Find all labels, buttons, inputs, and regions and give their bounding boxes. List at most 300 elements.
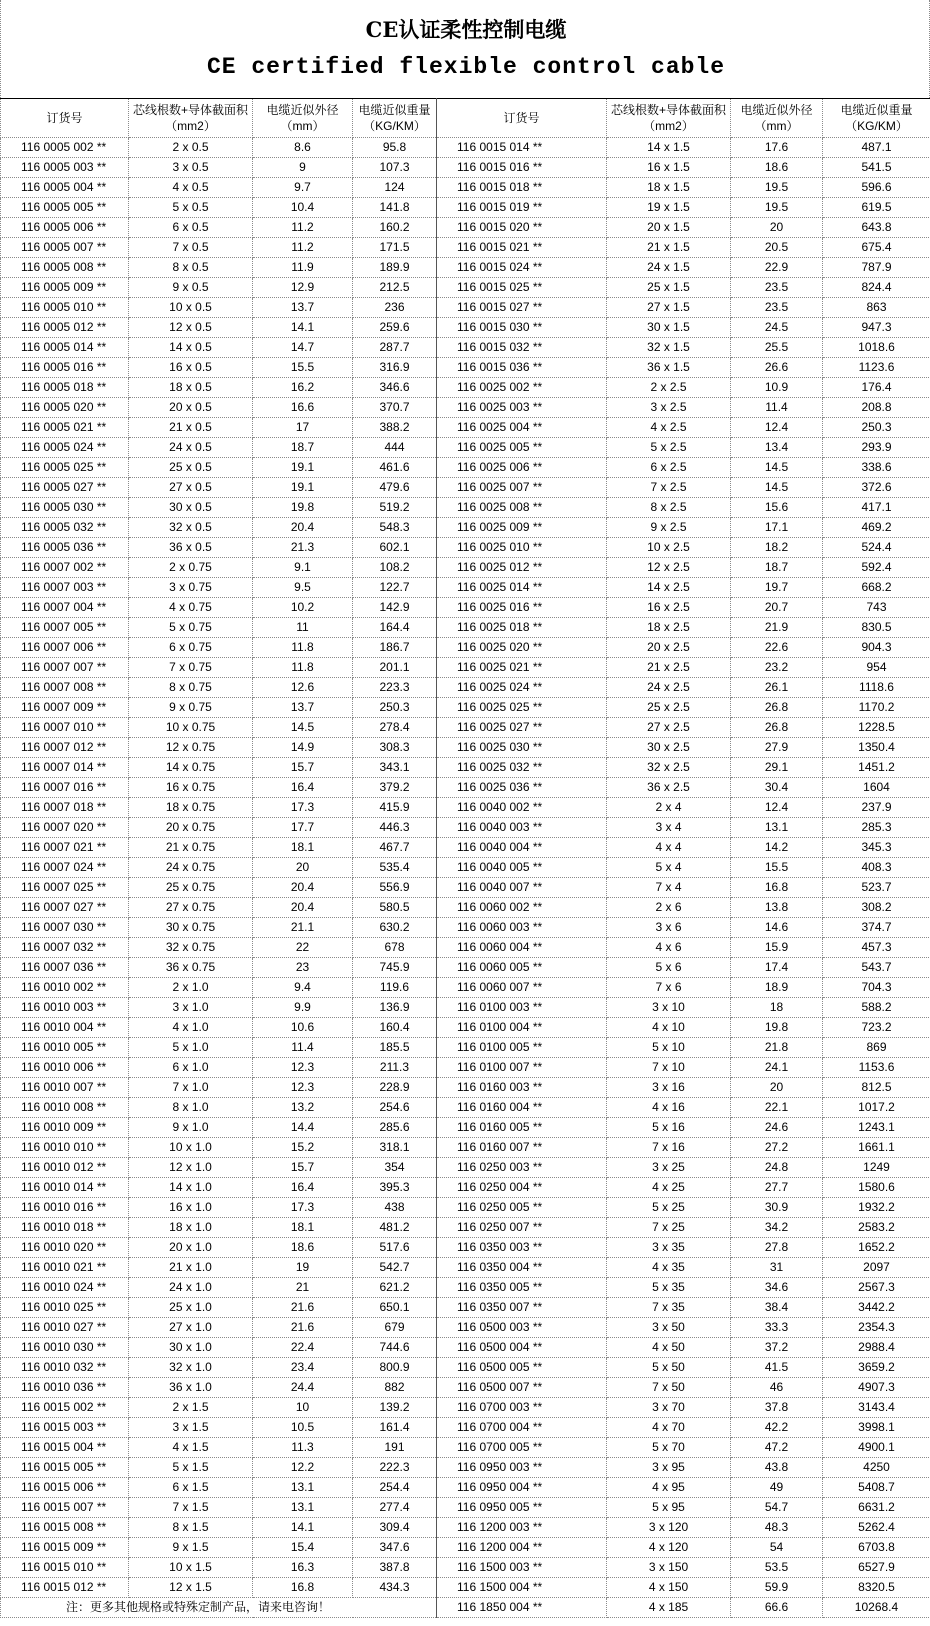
weight-cell: 189.9 — [353, 258, 437, 278]
cores-cell: 24 x 0.5 — [129, 438, 253, 458]
order-no-cell-right: 116 0015 018 ** — [437, 178, 607, 198]
cores-cell: 27 x 0.5 — [129, 478, 253, 498]
diameter-cell-right: 12.4 — [731, 798, 823, 818]
diameter-cell: 19 — [253, 1258, 353, 1278]
weight-cell-right: 541.5 — [823, 158, 930, 178]
cores-cell: 16 x 0.5 — [129, 358, 253, 378]
cores-cell-right: 3 x 150 — [607, 1558, 731, 1578]
order-no-cell: 116 0010 003 ** — [1, 998, 129, 1018]
cores-cell: 14 x 0.5 — [129, 338, 253, 358]
cores-cell-right: 36 x 1.5 — [607, 358, 731, 378]
diameter-cell: 14.9 — [253, 738, 353, 758]
diameter-cell: 17 — [253, 418, 353, 438]
table-row — [1, 198, 930, 218]
cores-cell-right: 6 x 2.5 — [607, 458, 731, 478]
diameter-cell: 22 — [253, 938, 353, 958]
cores-cell-right: 3 x 120 — [607, 1518, 731, 1538]
diameter-cell: 24.4 — [253, 1378, 353, 1398]
cores-cell: 21 x 0.75 — [129, 838, 253, 858]
weight-cell: 250.3 — [353, 698, 437, 718]
order-no-cell-right: 116 0350 007 ** — [437, 1298, 607, 1318]
cores-cell-right: 3 x 50 — [607, 1318, 731, 1338]
order-no-cell-right: 116 0040 003 ** — [437, 818, 607, 838]
cores-cell: 5 x 1.5 — [129, 1458, 253, 1478]
cores-cell: 5 x 0.5 — [129, 198, 253, 218]
cores-cell-right: 7 x 4 — [607, 878, 731, 898]
cores-cell: 10 x 1.0 — [129, 1138, 253, 1158]
diameter-cell-right: 14.5 — [731, 478, 823, 498]
weight-cell: 467.7 — [353, 838, 437, 858]
weight-cell-right: 1350.4 — [823, 738, 930, 758]
cores-cell: 6 x 1.5 — [129, 1478, 253, 1498]
cores-cell: 12 x 0.75 — [129, 738, 253, 758]
order-no-cell: 116 0007 012 ** — [1, 738, 129, 758]
order-no-cell-right: 116 0060 004 ** — [437, 938, 607, 958]
order-no-cell-right: 116 0950 003 ** — [437, 1458, 607, 1478]
cores-cell: 32 x 1.0 — [129, 1358, 253, 1378]
diameter-cell-right: 30.4 — [731, 778, 823, 798]
order-no-cell-right: 116 0950 005 ** — [437, 1498, 607, 1518]
table-row — [1, 378, 930, 398]
weight-cell-right: 1243.1 — [823, 1118, 930, 1138]
diameter-cell-right: 26.1 — [731, 678, 823, 698]
cores-cell: 2 x 0.5 — [129, 138, 253, 158]
order-no-cell: 116 0005 006 ** — [1, 218, 129, 238]
weight-cell: 160.2 — [353, 218, 437, 238]
weight-cell: 254.6 — [353, 1098, 437, 1118]
header-weight-right: 电缆近似重量 （KG/KM） — [823, 99, 930, 138]
order-no-cell: 116 0007 020 ** — [1, 818, 129, 838]
diameter-cell-right: 47.2 — [731, 1438, 823, 1458]
diameter-cell-right: 23.5 — [731, 278, 823, 298]
weight-cell: 164.4 — [353, 618, 437, 638]
order-no-cell-right: 116 0350 004 ** — [437, 1258, 607, 1278]
diameter-cell: 21.1 — [253, 918, 353, 938]
table-row — [1, 518, 930, 538]
weight-cell-right: 619.5 — [823, 198, 930, 218]
order-no-cell: 116 0010 014 ** — [1, 1178, 129, 1198]
weight-cell-right: 1580.6 — [823, 1178, 930, 1198]
diameter-cell-right: 54.7 — [731, 1498, 823, 1518]
diameter-cell: 14.7 — [253, 338, 353, 358]
order-no-cell-right: 116 1500 003 ** — [437, 1558, 607, 1578]
diameter-cell: 11.3 — [253, 1438, 353, 1458]
header-order-no: 订货号 — [1, 99, 129, 138]
diameter-cell: 20.4 — [253, 898, 353, 918]
cores-cell-right: 5 x 4 — [607, 858, 731, 878]
weight-cell: 395.3 — [353, 1178, 437, 1198]
cores-cell-right: 4 x 35 — [607, 1258, 731, 1278]
order-no-cell-right: 116 0700 003 ** — [437, 1398, 607, 1418]
cores-cell: 6 x 0.5 — [129, 218, 253, 238]
cores-cell: 7 x 1.5 — [129, 1498, 253, 1518]
weight-cell: 122.7 — [353, 578, 437, 598]
weight-cell-right: 543.7 — [823, 958, 930, 978]
diameter-cell: 9.5 — [253, 578, 353, 598]
cores-cell-right: 7 x 35 — [607, 1298, 731, 1318]
order-no-cell: 116 0010 020 ** — [1, 1238, 129, 1258]
order-no-cell-right: 116 0025 027 ** — [437, 718, 607, 738]
diameter-cell: 10.6 — [253, 1018, 353, 1038]
cores-cell-right: 8 x 2.5 — [607, 498, 731, 518]
table-row — [1, 358, 930, 378]
cores-cell-right: 21 x 2.5 — [607, 658, 731, 678]
diameter-cell: 17.3 — [253, 798, 353, 818]
weight-cell-right: 1018.6 — [823, 338, 930, 358]
weight-cell-right: 408.3 — [823, 858, 930, 878]
diameter-cell-right: 17.1 — [731, 518, 823, 538]
weight-cell: 556.9 — [353, 878, 437, 898]
weight-cell-right: 2567.3 — [823, 1278, 930, 1298]
weight-cell-right: 863 — [823, 298, 930, 318]
diameter-cell-right: 59.9 — [731, 1578, 823, 1598]
weight-cell-right: 3659.2 — [823, 1358, 930, 1378]
weight-cell: 346.6 — [353, 378, 437, 398]
table-row — [1, 278, 930, 298]
order-no-cell: 116 0010 032 ** — [1, 1358, 129, 1378]
order-no-cell: 116 0005 020 ** — [1, 398, 129, 418]
cores-cell: 18 x 0.5 — [129, 378, 253, 398]
cable-spec-table — [0, 98, 930, 1618]
cores-cell-right: 2 x 4 — [607, 798, 731, 818]
diameter-cell-right: 34.2 — [731, 1218, 823, 1238]
table-row — [1, 1078, 930, 1098]
weight-cell: 308.3 — [353, 738, 437, 758]
order-no-cell: 116 0005 018 ** — [1, 378, 129, 398]
weight-cell: 479.6 — [353, 478, 437, 498]
weight-cell-right: 704.3 — [823, 978, 930, 998]
cores-cell-right: 18 x 2.5 — [607, 618, 731, 638]
order-no-cell: 116 0010 021 ** — [1, 1258, 129, 1278]
diameter-cell-right: 13.4 — [731, 438, 823, 458]
diameter-cell: 21.3 — [253, 538, 353, 558]
cores-cell-right: 7 x 16 — [607, 1138, 731, 1158]
order-no-cell-right: 116 0250 003 ** — [437, 1158, 607, 1178]
order-no-cell-right: 116 0250 004 ** — [437, 1178, 607, 1198]
table-row — [1, 798, 930, 818]
diameter-cell: 19.8 — [253, 498, 353, 518]
cores-cell-right: 5 x 35 — [607, 1278, 731, 1298]
weight-cell: 222.3 — [353, 1458, 437, 1478]
order-no-cell-right: 116 0025 009 ** — [437, 518, 607, 538]
weight-cell: 124 — [353, 178, 437, 198]
order-no-cell: 116 0005 004 ** — [1, 178, 129, 198]
diameter-cell-right: 26.8 — [731, 718, 823, 738]
diameter-cell: 11.2 — [253, 218, 353, 238]
order-no-cell: 116 0007 008 ** — [1, 678, 129, 698]
weight-cell-right: 372.6 — [823, 478, 930, 498]
order-no-cell: 116 0007 025 ** — [1, 878, 129, 898]
order-no-cell-right: 116 0250 005 ** — [437, 1198, 607, 1218]
order-no-cell-right: 116 0060 003 ** — [437, 918, 607, 938]
diameter-cell: 15.2 — [253, 1138, 353, 1158]
order-no-cell: 116 0005 030 ** — [1, 498, 129, 518]
cores-cell-right: 7 x 2.5 — [607, 478, 731, 498]
weight-cell: 223.3 — [353, 678, 437, 698]
cores-cell-right: 2 x 2.5 — [607, 378, 731, 398]
cores-cell-right: 7 x 6 — [607, 978, 731, 998]
cores-cell-right: 3 x 95 — [607, 1458, 731, 1478]
cores-cell-right: 36 x 2.5 — [607, 778, 731, 798]
diameter-cell-right: 42.2 — [731, 1418, 823, 1438]
diameter-cell-right: 15.5 — [731, 858, 823, 878]
weight-cell: 548.3 — [353, 518, 437, 538]
diameter-cell-right: 15.9 — [731, 938, 823, 958]
table-header-row — [1, 99, 930, 138]
diameter-cell: 13.7 — [253, 698, 353, 718]
cores-cell: 36 x 0.75 — [129, 958, 253, 978]
cores-cell-right: 5 x 50 — [607, 1358, 731, 1378]
order-no-cell-right: 116 0500 004 ** — [437, 1338, 607, 1358]
order-no-cell-right: 116 0025 010 ** — [437, 538, 607, 558]
weight-cell: 370.7 — [353, 398, 437, 418]
weight-cell: 185.5 — [353, 1038, 437, 1058]
order-no-cell: 116 0010 018 ** — [1, 1218, 129, 1238]
table-row — [1, 878, 930, 898]
diameter-cell-right: 24.1 — [731, 1058, 823, 1078]
order-no-cell-right: 116 0025 016 ** — [437, 598, 607, 618]
order-no-cell-right: 116 0015 027 ** — [437, 298, 607, 318]
order-no-cell: 116 0007 010 ** — [1, 718, 129, 738]
weight-cell-right: 2583.2 — [823, 1218, 930, 1238]
order-no-cell: 116 0005 025 ** — [1, 458, 129, 478]
diameter-cell: 23 — [253, 958, 353, 978]
order-no-cell: 116 0015 005 ** — [1, 1458, 129, 1478]
weight-cell-right: 345.3 — [823, 838, 930, 858]
diameter-cell: 11.8 — [253, 658, 353, 678]
weight-cell-right: 5262.4 — [823, 1518, 930, 1538]
table-row — [1, 958, 930, 978]
weight-cell-right: 6703.8 — [823, 1538, 930, 1558]
cores-cell-right: 5 x 16 — [607, 1118, 731, 1138]
order-no-cell-right: 116 0160 004 ** — [437, 1098, 607, 1118]
weight-cell-right: 250.3 — [823, 418, 930, 438]
weight-cell: 161.4 — [353, 1418, 437, 1438]
diameter-cell-right: 48.3 — [731, 1518, 823, 1538]
weight-cell: 519.2 — [353, 498, 437, 518]
order-no-cell-right: 116 0015 014 ** — [437, 138, 607, 158]
weight-cell-right: 308.2 — [823, 898, 930, 918]
cores-cell: 8 x 1.5 — [129, 1518, 253, 1538]
diameter-cell: 22.4 — [253, 1338, 353, 1358]
order-no-cell-right: 116 0015 021 ** — [437, 238, 607, 258]
cores-cell: 36 x 0.5 — [129, 538, 253, 558]
cores-cell-right: 5 x 2.5 — [607, 438, 731, 458]
diameter-cell-right: 31 — [731, 1258, 823, 1278]
weight-cell-right: 592.4 — [823, 558, 930, 578]
cores-cell: 7 x 0.75 — [129, 658, 253, 678]
order-no-cell: 116 0010 008 ** — [1, 1098, 129, 1118]
weight-cell-right: 830.5 — [823, 618, 930, 638]
diameter-cell: 12.6 — [253, 678, 353, 698]
cores-cell-right: 3 x 25 — [607, 1158, 731, 1178]
cores-cell: 4 x 1.5 — [129, 1438, 253, 1458]
order-no-cell: 116 0015 009 ** — [1, 1538, 129, 1558]
diameter-cell-right: 24.8 — [731, 1158, 823, 1178]
weight-cell-right: 237.9 — [823, 798, 930, 818]
table-row — [1, 1418, 930, 1438]
order-no-cell: 116 0007 018 ** — [1, 798, 129, 818]
order-no-cell-right: 116 0040 005 ** — [437, 858, 607, 878]
order-no-cell: 116 0015 007 ** — [1, 1498, 129, 1518]
order-no-cell: 116 0007 007 ** — [1, 658, 129, 678]
order-no-cell: 116 0007 003 ** — [1, 578, 129, 598]
order-no-cell: 116 0010 025 ** — [1, 1298, 129, 1318]
diameter-cell: 13.1 — [253, 1498, 353, 1518]
diameter-cell: 16.4 — [253, 778, 353, 798]
table-row — [1, 1158, 930, 1178]
diameter-cell: 15.4 — [253, 1538, 353, 1558]
diameter-cell-right: 38.4 — [731, 1298, 823, 1318]
diameter-cell-right: 14.5 — [731, 458, 823, 478]
diameter-cell-right: 18 — [731, 998, 823, 1018]
table-row — [1, 738, 930, 758]
order-no-cell-right: 116 0040 002 ** — [437, 798, 607, 818]
diameter-cell-right: 17.6 — [731, 138, 823, 158]
table-row — [1, 998, 930, 1018]
table-row — [1, 1338, 930, 1358]
cores-cell-right: 4 x 10 — [607, 1018, 731, 1038]
table-row — [1, 1058, 930, 1078]
diameter-cell-right: 29.1 — [731, 758, 823, 778]
cores-cell: 24 x 1.0 — [129, 1278, 253, 1298]
diameter-cell-right: 14.6 — [731, 918, 823, 938]
title-english: CE certified flexible control cable — [206, 54, 726, 80]
cores-cell-right: 21 x 1.5 — [607, 238, 731, 258]
weight-cell: 444 — [353, 438, 437, 458]
table-row — [1, 598, 930, 618]
cores-cell-right: 27 x 1.5 — [607, 298, 731, 318]
title-chinese: CE认证柔性控制电缆 — [365, 17, 567, 42]
table-row — [1, 858, 930, 878]
weight-cell-right: 723.2 — [823, 1018, 930, 1038]
cores-cell-right: 25 x 2.5 — [607, 698, 731, 718]
weight-cell-right: 457.3 — [823, 938, 930, 958]
order-no-cell-right: 116 1200 004 ** — [437, 1538, 607, 1558]
weight-cell: 136.9 — [353, 998, 437, 1018]
order-no-cell: 116 0005 036 ** — [1, 538, 129, 558]
table-row — [1, 138, 930, 158]
cores-cell-right: 14 x 1.5 — [607, 138, 731, 158]
cores-cell: 18 x 1.0 — [129, 1218, 253, 1238]
weight-cell: 744.6 — [353, 1338, 437, 1358]
table-row — [1, 338, 930, 358]
table-row — [1, 558, 930, 578]
weight-cell-right: 596.6 — [823, 178, 930, 198]
diameter-cell: 15.5 — [253, 358, 353, 378]
weight-cell: 387.8 — [353, 1558, 437, 1578]
title-block — [0, 0, 930, 98]
order-no-cell-right: 116 0015 025 ** — [437, 278, 607, 298]
order-no-cell-right: 116 0040 004 ** — [437, 838, 607, 858]
cores-cell: 7 x 0.5 — [129, 238, 253, 258]
table-row — [1, 658, 930, 678]
diameter-cell-right: 49 — [731, 1478, 823, 1498]
cores-cell: 32 x 0.75 — [129, 938, 253, 958]
diameter-cell-right: 21.9 — [731, 618, 823, 638]
diameter-cell: 14.1 — [253, 318, 353, 338]
header-order-no-right: 订货号 — [437, 99, 607, 138]
diameter-cell: 21.6 — [253, 1298, 353, 1318]
diameter-cell-right: 54 — [731, 1538, 823, 1558]
cores-cell: 32 x 0.5 — [129, 518, 253, 538]
order-no-cell: 116 0015 003 ** — [1, 1418, 129, 1438]
cores-cell: 5 x 0.75 — [129, 618, 253, 638]
weight-cell: 95.8 — [353, 138, 437, 158]
weight-cell-right: 1604 — [823, 778, 930, 798]
diameter-cell-right: 22.6 — [731, 638, 823, 658]
cores-cell-right: 20 x 2.5 — [607, 638, 731, 658]
cores-cell: 3 x 1.0 — [129, 998, 253, 1018]
weight-cell: 139.2 — [353, 1398, 437, 1418]
table-row — [1, 1598, 930, 1618]
cores-cell: 16 x 1.0 — [129, 1198, 253, 1218]
weight-cell-right: 3998.1 — [823, 1418, 930, 1438]
weight-cell-right: 1153.6 — [823, 1058, 930, 1078]
order-no-cell: 116 0010 030 ** — [1, 1338, 129, 1358]
order-no-cell-right: 116 0015 032 ** — [437, 338, 607, 358]
weight-cell: 277.4 — [353, 1498, 437, 1518]
cores-cell: 9 x 1.0 — [129, 1118, 253, 1138]
diameter-cell-right: 25.5 — [731, 338, 823, 358]
table-row — [1, 1118, 930, 1138]
table-row — [1, 1178, 930, 1198]
diameter-cell-right: 33.3 — [731, 1318, 823, 1338]
order-no-cell: 116 0007 036 ** — [1, 958, 129, 978]
weight-cell: 535.4 — [353, 858, 437, 878]
diameter-cell-right: 13.1 — [731, 818, 823, 838]
weight-cell-right: 1118.6 — [823, 678, 930, 698]
table-row — [1, 1398, 930, 1418]
cores-cell: 10 x 0.75 — [129, 718, 253, 738]
cores-cell-right: 3 x 6 — [607, 918, 731, 938]
table-row — [1, 1538, 930, 1558]
diameter-cell-right: 20.7 — [731, 598, 823, 618]
order-no-cell: 116 0005 014 ** — [1, 338, 129, 358]
cores-cell: 21 x 0.5 — [129, 418, 253, 438]
cores-cell: 2 x 0.75 — [129, 558, 253, 578]
table-row — [1, 1438, 930, 1458]
cores-cell: 2 x 1.0 — [129, 978, 253, 998]
order-no-cell-right: 116 0160 007 ** — [437, 1138, 607, 1158]
order-no-cell-right: 116 0500 007 ** — [437, 1378, 607, 1398]
cores-cell: 10 x 0.5 — [129, 298, 253, 318]
cores-cell-right: 5 x 25 — [607, 1198, 731, 1218]
weight-cell: 354 — [353, 1158, 437, 1178]
order-no-cell: 116 0015 004 ** — [1, 1438, 129, 1458]
cores-cell-right: 14 x 2.5 — [607, 578, 731, 598]
diameter-cell: 14.5 — [253, 718, 353, 738]
order-no-cell: 116 0010 012 ** — [1, 1158, 129, 1178]
diameter-cell: 15.7 — [253, 1158, 353, 1178]
footer-note: 注：更多其他规格或特殊定制产品，请来电咨询！ — [1, 1598, 437, 1618]
table-row — [1, 1518, 930, 1538]
cores-cell-right: 4 x 25 — [607, 1178, 731, 1198]
order-no-cell-right: 116 0025 005 ** — [437, 438, 607, 458]
weight-cell: 191 — [353, 1438, 437, 1458]
diameter-cell-right: 24.5 — [731, 318, 823, 338]
cores-cell: 20 x 0.75 — [129, 818, 253, 838]
table-row — [1, 578, 930, 598]
table-row — [1, 478, 930, 498]
weight-cell: 287.7 — [353, 338, 437, 358]
cores-cell-right: 20 x 1.5 — [607, 218, 731, 238]
order-no-cell: 116 0005 008 ** — [1, 258, 129, 278]
cores-cell-right: 7 x 10 — [607, 1058, 731, 1078]
diameter-cell: 21.6 — [253, 1318, 353, 1338]
table-row — [1, 818, 930, 838]
cores-cell: 9 x 0.5 — [129, 278, 253, 298]
